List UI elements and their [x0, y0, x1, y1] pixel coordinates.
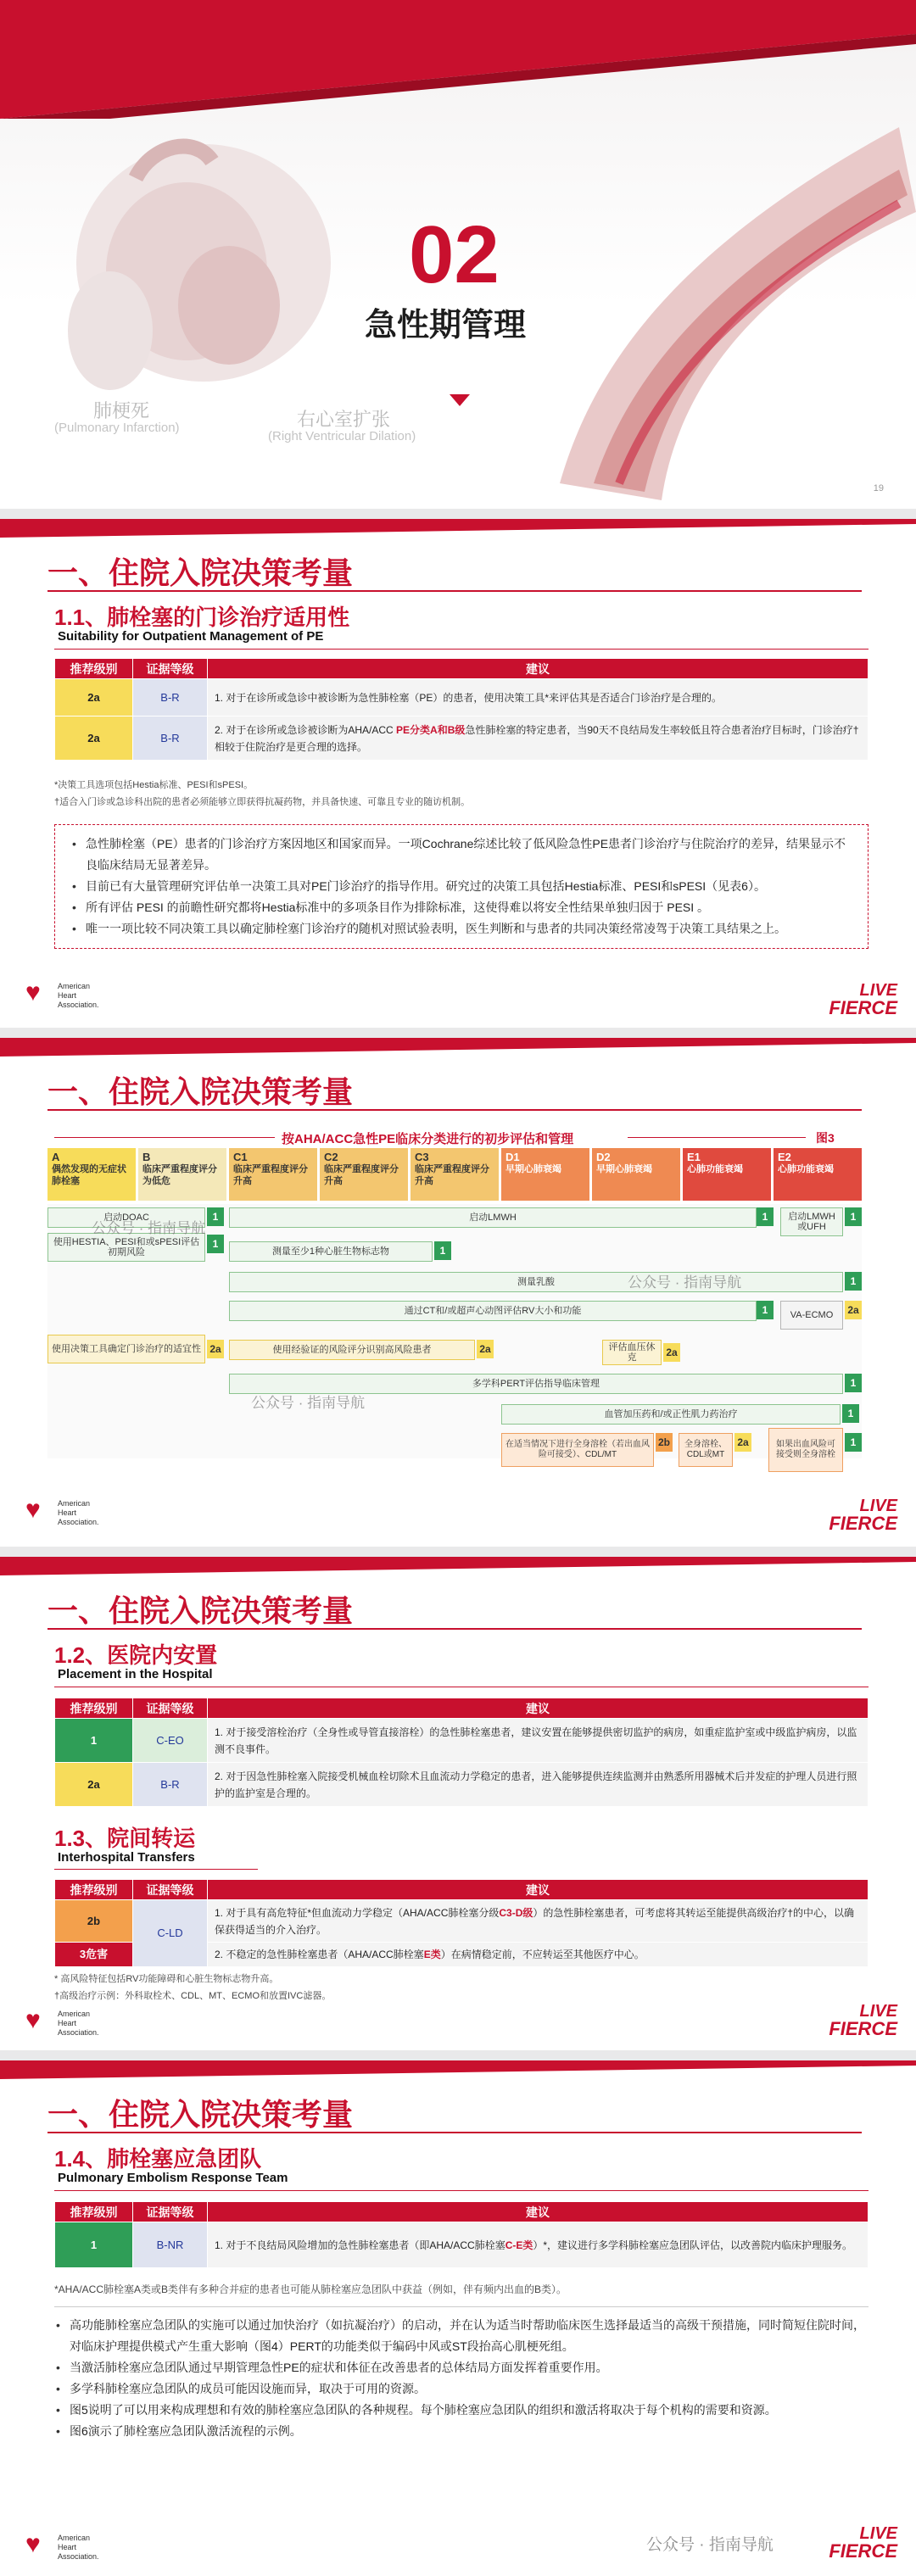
- slide-placement-transfer: [0, 1557, 916, 2050]
- col-class: 推荐级别: [55, 1698, 133, 1719]
- page-number: 19: [873, 483, 884, 493]
- top-stripe: [0, 519, 916, 541]
- list-item: • 高功能肺栓塞应急团队的实施可以通过加快治疗（如抗凝治疗）的启动，并在认为适当时帮助临床医生选择最适当的高级干预措施，同时简短住院时间，对临床护理提供模式产生重大影响（图4）PERT的功能类似于编码中风或ST段抬高心肌梗死组。: [54, 2315, 869, 2357]
- label-pulmonary-infarction-en: (Pulmonary Infarction): [54, 421, 180, 435]
- class-tag: 2a: [207, 1340, 224, 1358]
- col-loe: 证据等级: [133, 2202, 208, 2222]
- recommendation-table: [54, 658, 869, 761]
- table-row: [55, 679, 869, 716]
- top-stripe: [0, 2060, 916, 2083]
- table-row: [55, 1719, 869, 1763]
- class-tag: 1: [434, 1241, 451, 1260]
- recommendation-text: 1. 对于不良结局风险增加的急性肺栓塞患者（即AHA/ACC肺栓塞C-E类）*，建议进行多学科肺栓塞应急团队评估，以改善院内临床护理服务。: [208, 2222, 869, 2268]
- section-heading: 一、住院入院决策考量: [47, 555, 354, 590]
- col-recommendation: 建议: [208, 1880, 869, 1900]
- watermark: 公众号 · 指南导航: [92, 1220, 206, 1236]
- live-fierce-logo: LIVE FIERCE: [829, 2002, 897, 2039]
- watermark: 公众号 · 指南导航: [646, 2536, 774, 2554]
- label-pulmonary-infarction: 肺梗死: [93, 400, 150, 421]
- category-e2: E2 心肺功能衰竭: [774, 1148, 862, 1201]
- aha-logo: ♥ American Heart Association.: [25, 1496, 99, 1526]
- slide-figure3: [0, 1038, 916, 1547]
- action-lmwh-ufh: 启动LMWH或UFH: [780, 1207, 843, 1236]
- action-va-ecmo: VA-ECMO: [780, 1301, 843, 1330]
- bullet-list: [54, 824, 869, 949]
- col-class: 推荐级别: [55, 2202, 133, 2222]
- list-item: • 图6演示了肺栓塞应急团队激活流程的示例。: [54, 2421, 869, 2442]
- divider: [47, 2132, 862, 2133]
- table-row: [55, 2222, 869, 2268]
- divider: [628, 1137, 806, 1138]
- action-biomarker: 测量至少1种心脏生物标志物: [229, 1241, 433, 1262]
- action-pressor: 血管加压药和/或正性肌力药治疗: [501, 1404, 841, 1425]
- list-item: • 多学科肺栓塞应急团队的成员可能因设施而异，取决于可用的资源。: [54, 2378, 869, 2400]
- category-a: A 偶然发现的无症状肺栓塞: [47, 1148, 136, 1201]
- divider: [54, 1137, 275, 1138]
- col-loe: 证据等级: [133, 1698, 208, 1719]
- divider: [54, 1869, 258, 1870]
- table-row: [55, 716, 869, 761]
- bullet-list: [54, 2315, 869, 2442]
- heart-icon: ♥: [25, 2530, 41, 2558]
- list-item: • 目前已有大量管理研究评估单一决策工具对PE门诊治疗的指导作用。研究过的决策工具包括Hestia标准、PESI和sPESI（见表6）。: [70, 876, 852, 897]
- loe-cell: B-R: [133, 679, 208, 716]
- action-systemic-lysis: 全身溶栓、CDL或MT: [679, 1433, 733, 1467]
- class-tag: 1: [845, 1207, 862, 1226]
- recommendation-text: 2. 不稳定的急性肺栓塞患者（AHA/ACC肺栓塞E类）在病情稳定前，不应转运至其他医疗中心。: [208, 1943, 869, 1967]
- category-c1: C1 临床严重程度评分升高: [229, 1148, 317, 1201]
- class-cell: 2b: [55, 1900, 133, 1943]
- list-item: • 图5说明了可以用来构成理想和有效的肺栓塞应急团队的各种规程。每个肺栓塞应急团队的组织和激活将取决于每个机构的需要和资源。: [54, 2400, 869, 2421]
- recommendation-text: 1. 对于在诊所或急诊中被诊断为急性肺栓塞（PE）的患者，使用决策工具*来评估其是否适合门诊治疗是合理的。: [208, 679, 869, 716]
- col-recommendation: 建议: [208, 659, 869, 679]
- class-tag: 2a: [734, 1433, 751, 1452]
- live-fierce-logo: LIVE FIERCE: [829, 2524, 897, 2562]
- action-assess-shock: 评估血压休克: [602, 1340, 662, 1365]
- divider: [47, 1628, 862, 1630]
- aha-logo: ♥ American Heart Association.: [25, 2006, 99, 2037]
- loe-cell: B-R: [133, 1763, 208, 1807]
- class-tag: 1: [207, 1207, 224, 1226]
- section-heading: 一、住院入院决策考量: [47, 2097, 354, 2132]
- heart-illustration: [34, 127, 356, 432]
- list-item: • 急性肺栓塞（PE）患者的门诊治疗方案因地区和国家而异。一项Cochrane综述比较了低风险急性PE患者门诊治疗与住院治疗的差异，结果显示不良临床结局无显著差异。: [70, 834, 852, 876]
- divider: [54, 649, 869, 650]
- heart-icon: ♥: [25, 2006, 41, 2034]
- top-stripe: [0, 1038, 916, 1060]
- action-pert: 多学科PERT评估指导临床管理: [229, 1374, 843, 1394]
- class-cell: 3危害: [55, 1943, 133, 1967]
- class-tag: 1: [757, 1207, 774, 1226]
- table-row: [55, 1900, 869, 1943]
- watermark: 公众号 · 指南导航: [628, 1274, 742, 1291]
- subsection-title: 1.4、肺栓塞应急团队: [54, 2146, 262, 2172]
- action-lactate: 测量乳酸: [229, 1272, 843, 1292]
- table-row: [55, 1763, 869, 1807]
- category-c2: C2 临床严重程度评分升高: [320, 1148, 408, 1201]
- divider: [54, 2190, 869, 2191]
- heart-icon: ♥: [25, 979, 41, 1006]
- aha-logo: ♥ American Heart Association.: [25, 979, 99, 1009]
- category-d1: D1 早期心肺衰竭: [501, 1148, 589, 1201]
- subsection-title: 1.3、院间转运: [54, 1826, 196, 1851]
- subsection-title-en: Suitability for Outpatient Management of PE: [58, 629, 324, 644]
- footnote: †适合入门诊或急诊科出院的患者必须能够立即获得抗凝药物，并具备快速、可靠且专业的随访机制。: [54, 797, 471, 807]
- list-item: • 唯一一项比较不同决策工具以确定肺栓塞门诊治疗的随机对照试验表明，医生判断和与患者的共同决策经常凌驾于决策工具结果之上。: [70, 918, 852, 940]
- label-rv-dilation-en: (Right Ventricular Dilation): [268, 429, 416, 443]
- action-decision-tool: 使用决策工具确定门诊治疗的适宜性: [47, 1335, 205, 1363]
- aha-logo: ♥ American Heart Association.: [25, 2530, 99, 2561]
- action-ct-echo: 通过CT和/或超声心动图评估RV大小和功能: [229, 1301, 757, 1321]
- col-class: 推荐级别: [55, 1880, 133, 1900]
- category-d2: D2 早期心肺衰竭: [592, 1148, 680, 1201]
- cover-slide: [0, 0, 916, 509]
- subsection-title-en: Interhospital Transfers: [58, 1850, 195, 1865]
- action-lmwh: 启动LMWH: [229, 1207, 757, 1228]
- top-stripe: [0, 1557, 916, 1579]
- vessel-illustration: [543, 110, 916, 500]
- class-tag: 2a: [477, 1340, 494, 1358]
- class-tag: 1: [207, 1235, 224, 1253]
- subsection-title-en: Pulmonary Embolism Response Team: [58, 2171, 288, 2185]
- slide-outpatient: [0, 519, 916, 1028]
- class-cell: 2a: [55, 716, 133, 761]
- loe-cell: B-R: [133, 716, 208, 761]
- subsection-title: 1.2、医院内安置: [54, 1642, 218, 1668]
- section-title: 急性期管理: [365, 308, 527, 343]
- action-reperfusion: 在适当情况下进行全身溶栓（若出血风险可接受）、CDL/MT: [501, 1433, 654, 1467]
- footnote: †高级治疗示例：外科取栓术、CDL、MT、ECMO和放置IVC滤器。: [54, 1991, 332, 2001]
- subsection-title: 1.1、肺栓塞的门诊治疗适用性: [54, 605, 350, 630]
- class-tag: 1: [845, 1374, 862, 1392]
- col-recommendation: 建议: [208, 2202, 869, 2222]
- class-cell: 1: [55, 1719, 133, 1763]
- recommendation-text: 1. 对于具有高危特征*但血流动力学稳定（AHA/ACC肺栓塞分级C3-D级）的急性肺栓塞患者，可考虑将其转运至能提供高级治疗†的中心，以确保获得适当的介入治疗。: [208, 1900, 869, 1943]
- action-contraindication: 如果出血风险可接受则全身溶栓: [768, 1428, 843, 1472]
- loe-cell: B-NR: [133, 2222, 208, 2268]
- footnote: *AHA/ACC肺栓塞A类或B类伴有多种合并症的患者也可能从肺栓塞应急团队中获益（例如，伴有频内出血的B类）。: [54, 2283, 567, 2295]
- class-tag: 1: [757, 1301, 774, 1319]
- live-fierce-logo: LIVE FIERCE: [829, 1497, 897, 1534]
- slide-pert: [0, 2060, 916, 2576]
- cover-red-band: [0, 0, 916, 119]
- class-cell: 1: [55, 2222, 133, 2268]
- action-hestia: 使用HESTIA、PESI和或sPESI评估初期风险: [47, 1233, 205, 1262]
- figure-number: 图3: [816, 1131, 835, 1145]
- col-loe: 证据等级: [133, 1880, 208, 1900]
- col-recommendation: 建议: [208, 1698, 869, 1719]
- class-tag: 1: [842, 1404, 859, 1423]
- class-cell: 2a: [55, 1763, 133, 1807]
- category-b: B 临床严重程度评分为低危: [138, 1148, 226, 1201]
- label-rv-dilation: 右心室扩张: [297, 409, 391, 430]
- list-item: • 所有评估 PESI 的前瞻性研究都将Hestia标准中的多项条目作为排除标准，这使得难以将安全性结果单独归因于 PESI 。: [70, 897, 852, 918]
- list-item: • 当激活肺栓塞应急团队通过早期管理急性PE的症状和体征在改善患者的总体结局方面发挥着重要作用。: [54, 2357, 869, 2378]
- class-tag: 2a: [663, 1343, 680, 1362]
- recommendation-text: 1. 对于接受溶栓治疗（全身性或导管直接溶栓）的急性肺栓塞患者，建议安置在能够提供密切监护的病房，如重症监护室或中级监护病房，以监测不良事件。: [208, 1719, 869, 1763]
- footnote: * 高风险特征包括RV功能障碍和心脏生物标志物升高。: [54, 1974, 279, 1984]
- watermark: 公众号 · 指南导航: [251, 1395, 366, 1411]
- class-tag: 2a: [845, 1301, 862, 1319]
- divider: [47, 1109, 862, 1111]
- section-heading: 一、住院入院决策考量: [47, 1074, 354, 1109]
- loe-cell: C-EO: [133, 1719, 208, 1763]
- col-loe: 证据等级: [133, 659, 208, 679]
- class-cell: 2a: [55, 679, 133, 716]
- heart-icon: ♥: [25, 1496, 41, 1524]
- col-class: 推荐级别: [55, 659, 133, 679]
- divider: [47, 590, 862, 592]
- section-number: 02: [409, 209, 500, 300]
- footnote: *决策工具选项包括Hestia标准、PESI和sPESI。: [54, 780, 254, 790]
- class-tag: 1: [845, 1433, 862, 1452]
- class-tag: 2b: [656, 1433, 673, 1452]
- class-tag: 1: [845, 1272, 862, 1291]
- recommendation-text: 2. 对于因急性肺栓塞入院接受机械血栓切除术且血流动力学稳定的患者，进入能够提供连续监测并由熟悉所用器械术后并发症的护理人员进行照护的监护室是合理的。: [208, 1763, 869, 1807]
- down-triangle-icon: [450, 394, 470, 406]
- action-doac: 启动DOAC: [47, 1207, 205, 1228]
- recommendation-table: [54, 1879, 869, 1967]
- figure-title: 按AHA/ACC急性PE临床分类进行的初步评估和管理: [282, 1132, 574, 1146]
- recommendation-table: [54, 2201, 869, 2268]
- category-c3: C3 临床严重程度评分升高: [411, 1148, 499, 1201]
- recommendation-table: [54, 1698, 869, 1807]
- divider: [54, 2306, 869, 2307]
- recommendation-text: 2. 对于在诊所或急诊被诊断为AHA/ACC PE分类A和B级急性肺栓塞的特定患者，当90天不良结局发生率较低且符合患者治疗目标时，门诊治疗†相较于住院治疗是更合理的选择。: [208, 716, 869, 761]
- loe-cell: C-LD: [133, 1900, 208, 1967]
- category-e1: E1 心肺功能衰竭: [683, 1148, 771, 1201]
- live-fierce-logo: LIVE FIERCE: [829, 981, 897, 1018]
- action-risk-score: 使用经验证的风险评分识别高风险患者: [229, 1340, 475, 1360]
- subsection-title-en: Placement in the Hospital: [58, 1667, 213, 1681]
- section-heading: 一、住院入院决策考量: [47, 1593, 354, 1628]
